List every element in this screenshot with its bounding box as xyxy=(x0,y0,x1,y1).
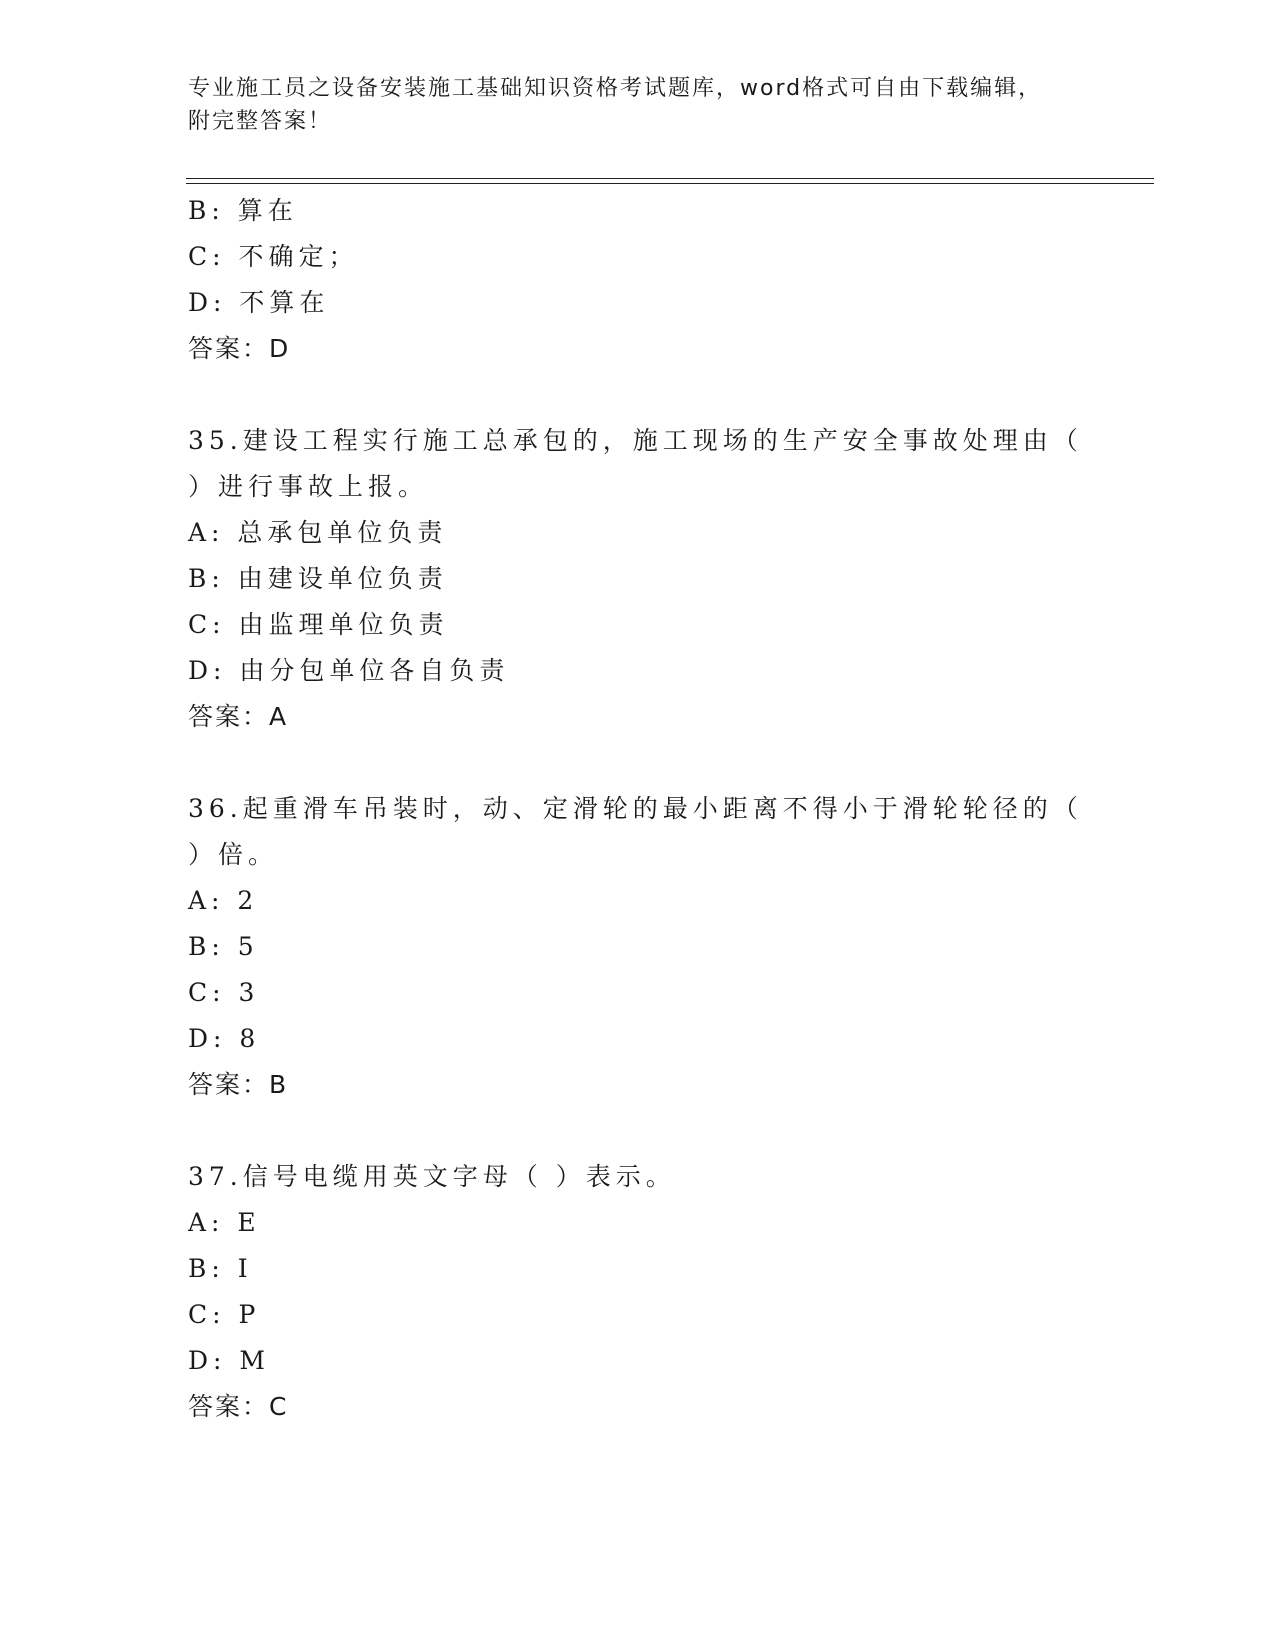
option-b: B: 5 xyxy=(188,932,259,961)
option-d: D: 8 xyxy=(188,1024,261,1053)
option-b: B: 算在 xyxy=(188,196,298,225)
answer-line: 答案：B xyxy=(188,1070,289,1099)
document-header xyxy=(188,72,1088,138)
option-a: A: E xyxy=(188,1208,261,1237)
option-b: B: 由建设单位负责 xyxy=(188,564,448,593)
question-34-continued xyxy=(188,188,1088,372)
option-c: C: 由监理单位负责 xyxy=(188,610,449,639)
spacer xyxy=(188,740,1088,786)
option-d: D: M xyxy=(188,1346,271,1375)
question-36 xyxy=(188,786,1088,1108)
spacer xyxy=(188,1108,1088,1154)
answer-line: 答案：A xyxy=(188,702,289,731)
option-c: C: P xyxy=(188,1300,261,1329)
header-divider-top xyxy=(186,178,1154,179)
header-line-1: 专业施工员之设备安装施工基础知识资格考试题库，word格式可自由下载编辑， xyxy=(188,76,1043,101)
question-35 xyxy=(188,418,1088,740)
spacer xyxy=(188,372,1088,418)
question-stem-line: 37.信号电缆用英文字母（ ）表示。 xyxy=(188,1162,676,1191)
question-stem-line: 35.建设工程实行施工总承包的，施工现场的生产安全事故处理由（ xyxy=(188,426,1083,455)
option-d: D: 不算在 xyxy=(188,288,330,317)
question-stem-line: 36.起重滑车吊装时，动、定滑轮的最小距离不得小于滑轮轮径的（ xyxy=(188,794,1083,823)
option-c: C: 不确定； xyxy=(188,242,359,271)
option-d: D: 由分包单位各自负责 xyxy=(188,656,510,685)
question-37 xyxy=(188,1154,1088,1430)
header-line-2: 附完整答案！ xyxy=(188,109,333,134)
option-a: A: 2 xyxy=(188,886,259,915)
option-b: B: I xyxy=(188,1254,253,1283)
answer-line: 答案：C xyxy=(188,1392,289,1421)
answer-line: 答案：D xyxy=(188,334,291,363)
question-stem-line: ）倍。 xyxy=(188,840,279,869)
question-content xyxy=(188,188,1088,1430)
question-stem-line: ）进行事故上报。 xyxy=(188,472,429,501)
option-a: A: 总承包单位负责 xyxy=(188,518,448,547)
option-c: C: 3 xyxy=(188,978,260,1007)
header-divider-bottom xyxy=(186,183,1154,184)
